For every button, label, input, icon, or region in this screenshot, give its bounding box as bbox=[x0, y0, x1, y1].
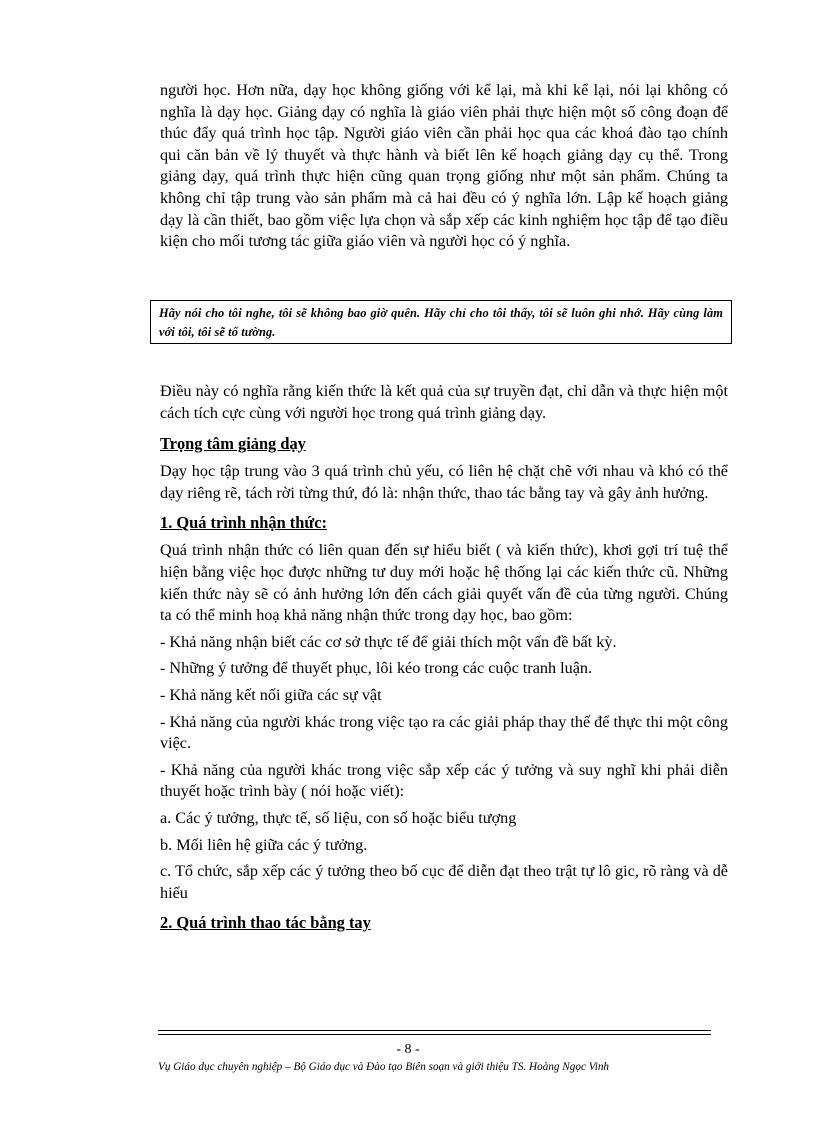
list-item: - Khả năng của người khác trong việc sắp xếp các ý tưởng và suy nghĩ khi phải diễn thuyết hoặc trình bày ( nói hoặc viết): bbox=[160, 760, 728, 801]
quote-text: Hãy nói cho tôi nghe, tôi sẽ không bao giờ quên. Hãy chỉ cho tôi thấy, tôi sẽ luôn ghi nhớ. Hãy cùng làm với tôi, tôi sẽ tổ tường. bbox=[159, 306, 723, 339]
list-item: b. Mối liên hệ giữa các ý tưởng. bbox=[160, 835, 368, 854]
page-body bbox=[160, 80, 728, 253]
section-2-heading: 2. Quá trình thao tác bằng tay bbox=[160, 913, 371, 933]
list-item: - Những ý tưởng để thuyết phục, lôi kéo trong các cuộc tranh luận. bbox=[160, 659, 593, 678]
page-number: - 8 - bbox=[396, 1042, 420, 1057]
intro-paragraph: người học. Hơn nữa, dạy học không giống với kể lại, mà khi kể lại, nói lại không có nghĩa là dạy học. Giảng dạy có nghĩa là giáo viên phải thực hiện một số công đoạn để thúc đẩy quá trình học tập. Người giáo viên cần phải học qua các khoá đào tạo chính qui căn bản về lý thuyết và thực hành và biết lên kế hoạch giảng dạy cụ thể. Trong giảng dạy, quá trình thực hiện cũng quan trọng giống như một sản phẩm. Chúng ta không chỉ tập trung vào sản phẩm mà cả hai đều có ý nghĩa lớn. Lập kế hoạch giảng dạy là cần thiết, bao gồm việc lựa chọn và sắp xếp các kinh nghiệm học tập để tạo điều kiện cho mối tương tác giữa giáo viên và người học có ý nghĩa. bbox=[160, 81, 728, 251]
list-item: a. Các ý tưởng, thực tế, số liệu, con số hoặc biểu tượng bbox=[160, 808, 517, 827]
footer-divider bbox=[158, 1030, 711, 1035]
list-item: - Khả năng của người khác trong việc tạo ra các giải pháp thay thế để thực thi một công việc. bbox=[160, 712, 728, 753]
after-quote-paragraph: Điều này có nghĩa rằng kiến thức là kết quả của sự truyền đạt, chỉ dẫn và thực hiện một cách tích cực cùng với người học trong quá trình giảng dạy. bbox=[160, 382, 728, 422]
quote-box bbox=[150, 300, 732, 344]
footer-text: Vụ Giáo dục chuyên nghiệp – Bộ Giáo dục và Đào tạo Biên soạn và giới thiệu TS. Hoàng Ngọc Vinh bbox=[158, 1061, 610, 1073]
section-focus-heading: Trọng tâm giảng dạy bbox=[160, 434, 306, 454]
section-1-text: Quá trình nhận thức có liên quan đến sự hiểu biết ( và kiến thức), khơi gợi trí tuệ thể hiện bằng việc học được những tư duy mới hoặc hệ thống lại các kiến thức cũ. Những kiến thức này sẽ có ảnh hưởng lớn đến cách giải quyết vấn đề của từng người. Chúng ta có thể minh hoạ khả năng nhận thức trong dạy học, bao gồm: bbox=[160, 541, 728, 625]
list-item: - Khả năng kết nối giữa các sự vật bbox=[160, 685, 382, 704]
list-item: - Khả năng nhận biết các cơ sở thực tế để giải thích một vấn đề bất kỳ. bbox=[160, 632, 617, 651]
list-item: c. Tổ chức, sắp xếp các ý tưởng theo bố cục để diễn đạt theo trật tự lô gic, rõ ràng và dễ hiểu bbox=[160, 862, 728, 902]
page-body-continued bbox=[160, 381, 728, 940]
section-1-heading: 1. Quá trình nhận thức: bbox=[160, 513, 327, 533]
section-focus-text: Dạy học tập trung vào 3 quá trình chủ yếu, có liên hệ chặt chẽ với nhau và khó có thể dạy riêng rẽ, tách rời từng thứ, đó là: nhận thức, thao tác bằng tay và gây ảnh hưởng. bbox=[160, 462, 728, 502]
